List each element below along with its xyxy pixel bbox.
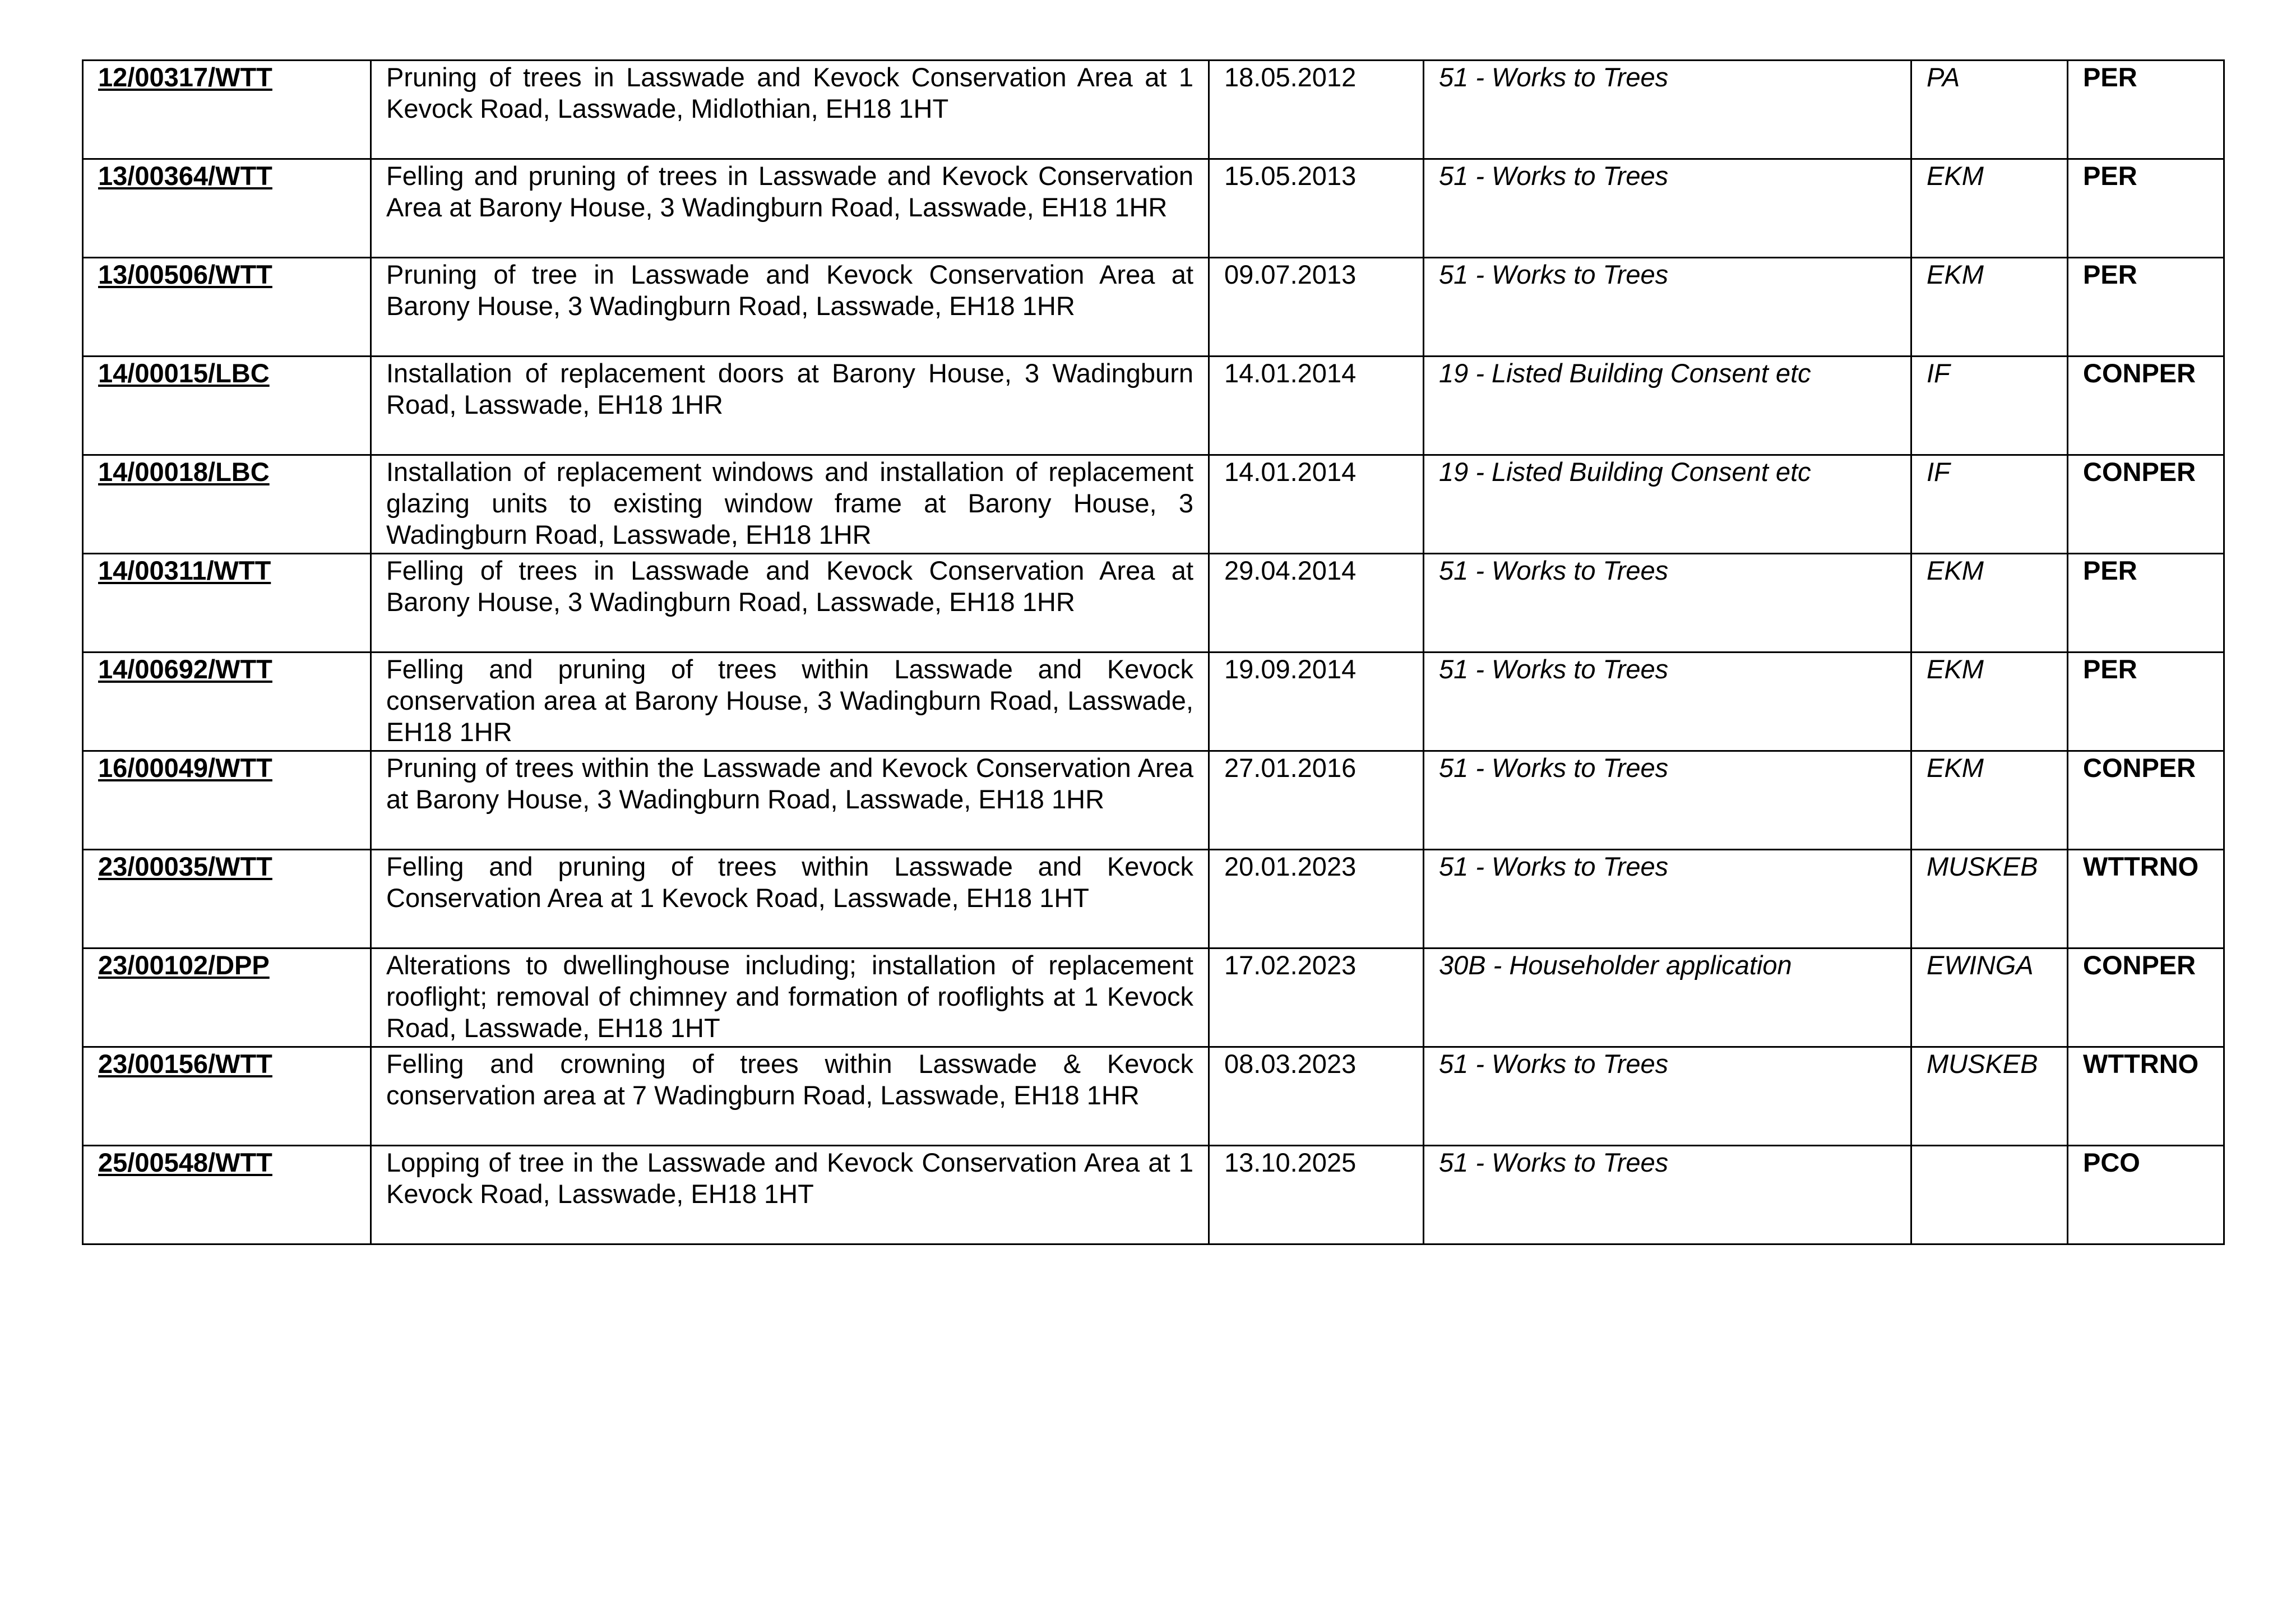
application-reference-link[interactable]: 14/00692/WTT	[98, 654, 272, 684]
table-row	[83, 850, 2224, 949]
application-reference-link[interactable]: 23/00102/DPP	[98, 950, 270, 980]
decision-cell: PER	[2068, 258, 2224, 357]
officer-cell: PA	[1911, 61, 2068, 159]
officer-cell: EKM	[1911, 159, 2068, 258]
reference-cell	[83, 1146, 371, 1244]
decision-cell: PCO	[2068, 1146, 2224, 1244]
application-reference-link[interactable]: 12/00317/WTT	[98, 62, 272, 92]
table-row	[83, 159, 2224, 258]
application-type-cell: 51 - Works to Trees	[1424, 1146, 1911, 1244]
application-type-cell: 19 - Listed Building Consent etc	[1424, 455, 1911, 554]
description-cell: Lopping of tree in the Lasswade and Kevock Conservation Area at 1 Kevock Road, Lasswade, EH18 1HT	[371, 1146, 1209, 1244]
reference-cell	[83, 258, 371, 357]
officer-cell: EKM	[1911, 653, 2068, 751]
decision-cell: CONPER	[2068, 357, 2224, 455]
description-cell: Felling of trees in Lasswade and Kevock Conservation Area at Barony House, 3 Wadingburn Road, Lasswade, EH18 1HR	[371, 554, 1209, 653]
planning-history-table	[82, 59, 2225, 1245]
table-row	[83, 61, 2224, 159]
decision-cell: WTTRNO	[2068, 850, 2224, 949]
officer-cell: EKM	[1911, 258, 2068, 357]
application-type-cell: 51 - Works to Trees	[1424, 850, 1911, 949]
description-cell: Felling and pruning of trees within Lasswade and Kevock Conservation Area at 1 Kevock Road, Lasswade, EH18 1HT	[371, 850, 1209, 949]
date-cell: 09.07.2013	[1209, 258, 1424, 357]
date-cell: 20.01.2023	[1209, 850, 1424, 949]
decision-cell: CONPER	[2068, 949, 2224, 1047]
reference-cell	[83, 653, 371, 751]
date-cell: 14.01.2014	[1209, 455, 1424, 554]
date-cell: 19.09.2014	[1209, 653, 1424, 751]
date-cell: 15.05.2013	[1209, 159, 1424, 258]
application-type-cell: 51 - Works to Trees	[1424, 61, 1911, 159]
reference-cell	[83, 1047, 371, 1146]
description-cell: Pruning of tree in Lasswade and Kevock Conservation Area at Barony House, 3 Wadingburn Road, Lasswade, EH18 1HR	[371, 258, 1209, 357]
application-reference-link[interactable]: 23/00035/WTT	[98, 852, 272, 881]
date-cell: 27.01.2016	[1209, 751, 1424, 850]
decision-cell: PER	[2068, 653, 2224, 751]
application-type-cell: 51 - Works to Trees	[1424, 751, 1911, 850]
description-cell: Pruning of trees in Lasswade and Kevock Conservation Area at 1 Kevock Road, Lasswade, Midlothian, EH18 1HT	[371, 61, 1209, 159]
reference-cell	[83, 61, 371, 159]
description-cell: Felling and pruning of trees in Lasswade and Kevock Conservation Area at Barony House, 3 Wadingburn Road, Lasswade, EH18 1HR	[371, 159, 1209, 258]
table-row	[83, 258, 2224, 357]
application-type-cell: 19 - Listed Building Consent etc	[1424, 357, 1911, 455]
table-row	[83, 455, 2224, 554]
officer-cell: EWINGA	[1911, 949, 2068, 1047]
reference-cell	[83, 850, 371, 949]
reference-cell	[83, 554, 371, 653]
description-cell: Installation of replacement windows and installation of replacement glazing units to existing window frame at Barony House, 3 Wadingburn Road, Lasswade, EH18 1HR	[371, 455, 1209, 554]
description-cell: Installation of replacement doors at Barony House, 3 Wadingburn Road, Lasswade, EH18 1HR	[371, 357, 1209, 455]
description-cell: Alterations to dwellinghouse including; installation of replacement rooflight; removal of chimney and formation of rooflights at 1 Kevock Road, Lasswade, EH18 1HT	[371, 949, 1209, 1047]
reference-cell	[83, 751, 371, 850]
application-reference-link[interactable]: 16/00049/WTT	[98, 753, 272, 783]
application-reference-link[interactable]: 14/00311/WTT	[98, 556, 271, 585]
date-cell: 18.05.2012	[1209, 61, 1424, 159]
decision-cell: CONPER	[2068, 751, 2224, 850]
application-reference-link[interactable]: 14/00018/LBC	[98, 457, 270, 487]
date-cell: 29.04.2014	[1209, 554, 1424, 653]
table-row	[83, 1146, 2224, 1244]
officer-cell: EKM	[1911, 751, 2068, 850]
application-reference-link[interactable]: 13/00364/WTT	[98, 161, 272, 191]
application-reference-link[interactable]: 23/00156/WTT	[98, 1049, 272, 1079]
application-reference-link[interactable]: 14/00015/LBC	[98, 358, 270, 388]
application-type-cell: 51 - Works to Trees	[1424, 554, 1911, 653]
date-cell: 08.03.2023	[1209, 1047, 1424, 1146]
decision-cell: CONPER	[2068, 455, 2224, 554]
application-type-cell: 51 - Works to Trees	[1424, 258, 1911, 357]
description-cell: Felling and pruning of trees within Lasswade and Kevock conservation area at Barony House, 3 Wadingburn Road, Lasswade, EH18 1HR	[371, 653, 1209, 751]
application-type-cell: 30B - Householder application	[1424, 949, 1911, 1047]
table-row	[83, 1047, 2224, 1146]
reference-cell	[83, 455, 371, 554]
application-type-cell: 51 - Works to Trees	[1424, 1047, 1911, 1146]
table-row	[83, 554, 2224, 653]
decision-cell: PER	[2068, 159, 2224, 258]
decision-cell: WTTRNO	[2068, 1047, 2224, 1146]
decision-cell: PER	[2068, 61, 2224, 159]
table-row	[83, 357, 2224, 455]
reference-cell	[83, 159, 371, 258]
officer-cell: EKM	[1911, 554, 2068, 653]
officer-cell	[1911, 1146, 2068, 1244]
decision-cell: PER	[2068, 554, 2224, 653]
officer-cell: MUSKEB	[1911, 1047, 2068, 1146]
officer-cell: IF	[1911, 357, 2068, 455]
table-row	[83, 751, 2224, 850]
date-cell: 13.10.2025	[1209, 1146, 1424, 1244]
application-type-cell: 51 - Works to Trees	[1424, 653, 1911, 751]
officer-cell: IF	[1911, 455, 2068, 554]
application-reference-link[interactable]: 25/00548/WTT	[98, 1148, 272, 1177]
date-cell: 14.01.2014	[1209, 357, 1424, 455]
table-body	[83, 61, 2224, 1244]
table-row	[83, 949, 2224, 1047]
date-cell: 17.02.2023	[1209, 949, 1424, 1047]
application-reference-link[interactable]: 13/00506/WTT	[98, 260, 272, 289]
table-row	[83, 653, 2224, 751]
reference-cell	[83, 357, 371, 455]
officer-cell: MUSKEB	[1911, 850, 2068, 949]
application-type-cell: 51 - Works to Trees	[1424, 159, 1911, 258]
description-cell: Pruning of trees within the Lasswade and Kevock Conservation Area at Barony House, 3 Wadingburn Road, Lasswade, EH18 1HR	[371, 751, 1209, 850]
reference-cell	[83, 949, 371, 1047]
description-cell: Felling and crowning of trees within Lasswade & Kevock conservation area at 7 Wadingburn Road, Lasswade, EH18 1HR	[371, 1047, 1209, 1146]
